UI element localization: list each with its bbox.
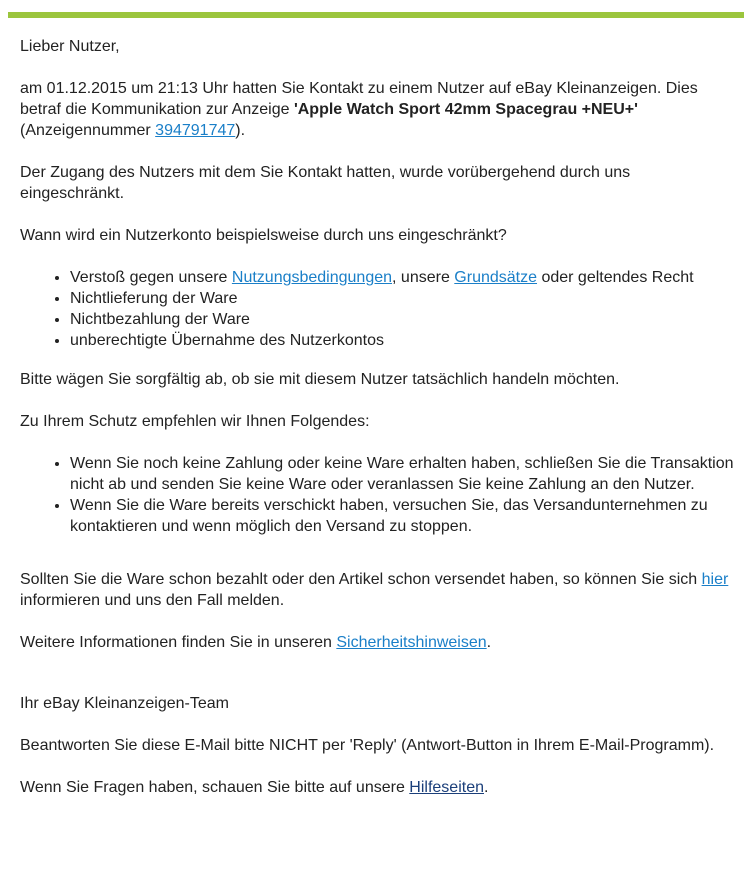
- help-paragraph: [20, 777, 734, 798]
- list-item: • unberechtigte Übernahme des Nutzerkontos: [70, 330, 734, 351]
- list-item: • Nichtlieferung der Ware: [70, 288, 734, 309]
- paragraph-text: Wenn Sie Fragen haben, schauen Sie bitte auf unsere: [20, 779, 410, 796]
- consider-paragraph: Bitte wägen Sie sorgfältig ab, ob sie mit diesem Nutzer tatsächlich handeln möchten.: [20, 371, 620, 388]
- principles-link[interactable]: Grundsätze: [454, 269, 538, 286]
- header-accent-bar: [8, 12, 744, 18]
- list-item: • Nichtbezahlung der Ware: [70, 309, 734, 330]
- list-item-text: , unsere: [392, 269, 455, 286]
- more-info-paragraph: [20, 632, 734, 653]
- ad-number-link[interactable]: 394791747: [155, 122, 236, 139]
- intro-text: ).: [235, 122, 246, 139]
- protection-intro: Zu Ihrem Schutz empfehlen wir Ihnen Folgendes:: [20, 413, 370, 430]
- intro-paragraph: [20, 78, 734, 141]
- list-item: [70, 267, 734, 288]
- paragraph-text: .: [484, 779, 489, 796]
- email-body: [20, 36, 734, 819]
- paragraph-text: .: [486, 634, 492, 651]
- restriction-notice: Der Zugang des Nutzers mit dem Sie Kontakt hatten, wurde vorübergehend durch uns eingeschränkt.: [20, 164, 631, 202]
- list-item-text: Verstoß gegen unsere: [70, 269, 232, 286]
- report-here-link[interactable]: hier: [701, 571, 729, 588]
- reasons-list: [20, 267, 734, 351]
- already-paid-paragraph: [20, 569, 734, 611]
- restriction-question: Wann wird ein Nutzerkonto beispielsweise durch uns eingeschränkt?: [20, 227, 507, 244]
- list-item-text: oder geltendes Recht: [537, 269, 694, 286]
- security-tips-link[interactable]: Sicherheitshinweisen: [336, 634, 487, 651]
- paragraph-text: informieren und uns den Fall melden.: [20, 592, 285, 609]
- intro-text: (Anzeigennummer: [20, 122, 156, 139]
- list-item: • Wenn Sie die Ware bereits verschickt haben, versuchen Sie, das Versandunternehmen zu kontaktieren und wenn möglich den Versand zu stoppen.: [70, 495, 734, 537]
- no-reply-notice: Beantworten Sie diese E-Mail bitte NICHT per 'Reply' (Antwort-Button in Ihrem E-Mail-Programm).: [20, 737, 715, 754]
- paragraph-text: Weitere Informationen finden Sie in unseren: [20, 634, 337, 651]
- intro-text: am 01.12.2015 um 21:13 Uhr hatten Sie Kontakt zu einem Nutzer auf eBay Kleinanzeigen. Dies betraf die Kommunikation zur Anzeige: [20, 80, 698, 118]
- paragraph-text: Sollten Sie die Ware schon bezahlt oder den Artikel schon versendet haben, so können Sie sich: [20, 571, 702, 588]
- greeting: Lieber Nutzer,: [20, 38, 120, 55]
- help-pages-link[interactable]: Hilfeseiten: [409, 779, 484, 796]
- terms-link[interactable]: Nutzungsbedingungen: [231, 269, 393, 286]
- list-item: • Wenn Sie noch keine Zahlung oder keine Ware erhalten haben, schließen Sie die Transaktion nicht ab und senden Sie keine Ware oder veranlassen Sie keine Zahlung an den Nutzer.: [70, 453, 734, 495]
- ad-title: 'Apple Watch Sport 42mm Spacegrau +NEU+': [293, 101, 638, 118]
- protection-list: [20, 453, 734, 537]
- signature: Ihr eBay Kleinanzeigen-Team: [20, 695, 230, 712]
